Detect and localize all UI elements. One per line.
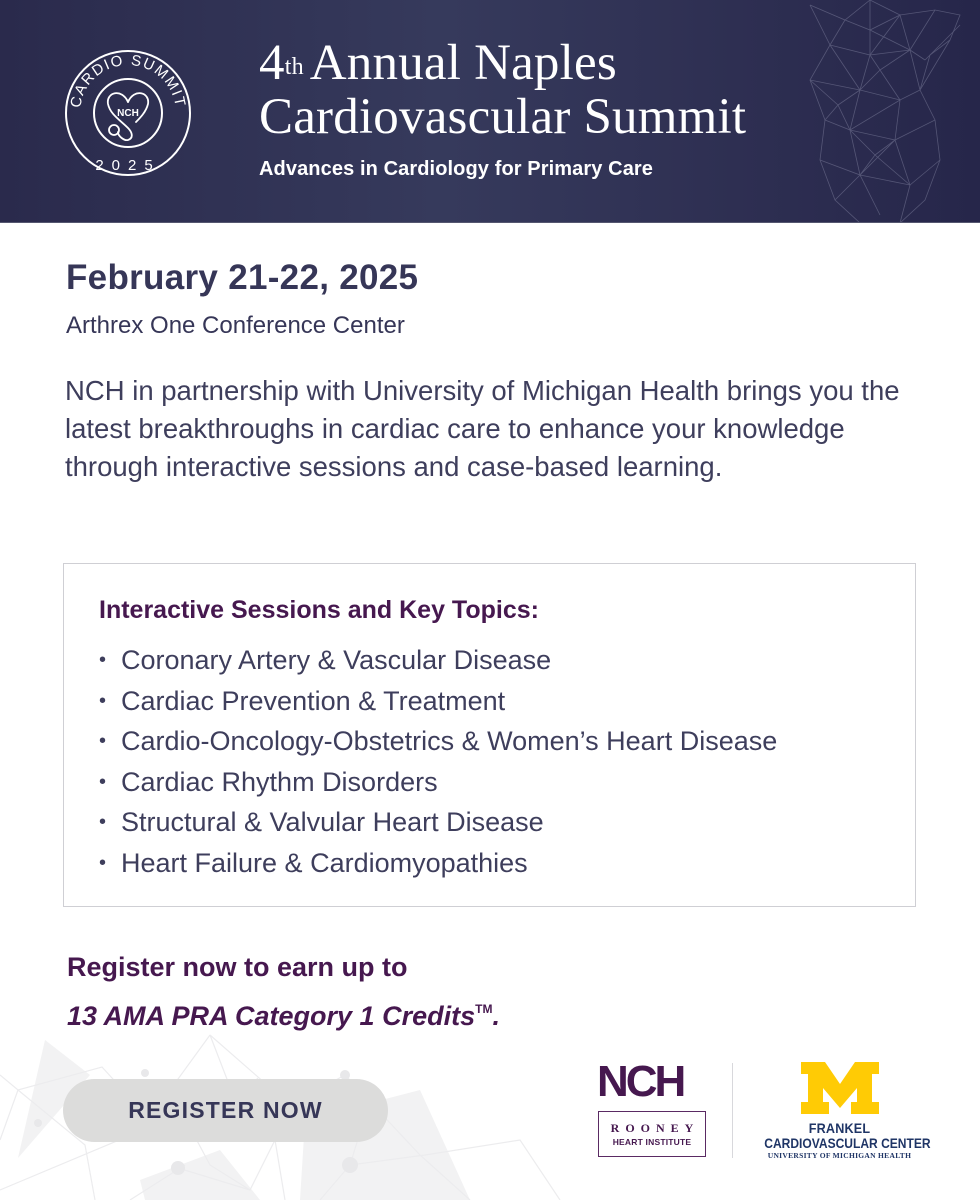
register-line-1: Register now to earn up to: [67, 952, 408, 982]
bullet-icon: •: [99, 649, 107, 671]
michigan-frankel-logo: [752, 1062, 931, 1162]
topic-item: [99, 681, 777, 722]
period: .: [492, 1001, 500, 1031]
university-health-label: UNIVERSITY OF MICHIGAN HEALTH: [767, 1151, 912, 1160]
bullet-icon: •: [99, 730, 107, 753]
bullet-icon: •: [99, 851, 107, 874]
title-line-2: Cardiovascular Summit: [259, 89, 747, 145]
topic-label: Cardiac Rhythm Disorders: [121, 766, 438, 797]
logo-divider: [732, 1063, 733, 1158]
event-description: NCH in partnership with University of Michigan Health brings you the latest breakthroughs in cardiac care to enhance your knowledge through interactive sessions and case-based learning.: [65, 375, 900, 482]
topics-list: [99, 640, 777, 884]
topics-box: [63, 563, 916, 907]
cardio-summit-badge: [62, 36, 194, 190]
svg-text:NCH: NCH: [117, 108, 139, 119]
topic-item: [99, 802, 777, 843]
topic-label: Cardio-Oncology-Obstetrics & Women’s Heart Disease: [121, 726, 778, 757]
cardiovascular-center-label: CARDIOVASCULAR CENTER: [764, 1135, 931, 1151]
trademark-symbol: TM: [475, 1002, 493, 1016]
rooney-subtitle: HEART INSTITUTE: [612, 1137, 692, 1147]
event-title: [259, 36, 746, 181]
title-line-1: [259, 36, 746, 90]
svg-text:CARDIO SUMMIT: CARDIO SUMMIT: [67, 51, 189, 110]
topic-label: Structural & Valvular Heart Disease: [121, 807, 544, 838]
nch-rooney-logo: [597, 1057, 709, 1159]
rooney-heart-institute-box: [598, 1111, 706, 1157]
event-subtitle: Advances in Cardiology for Primary Care: [259, 158, 654, 180]
topic-item: [99, 762, 777, 803]
ordinal-suffix: th: [284, 54, 304, 80]
topic-item: [99, 721, 777, 762]
event-venue: Arthrex One Conference Center: [66, 312, 405, 339]
topic-item: [99, 640, 777, 681]
bullet-icon: •: [99, 689, 107, 712]
header-banner: [0, 0, 980, 223]
register-now-button[interactable]: REGISTER NOW: [63, 1079, 388, 1142]
block-m-icon: [801, 1062, 879, 1114]
rooney-name: ROONEY: [610, 1121, 700, 1135]
frankel-label: FRANKEL: [808, 1120, 871, 1136]
title-line-1-text: Annual Naples: [309, 35, 617, 91]
register-cta-text: [67, 946, 500, 1037]
svg-text:2025: 2025: [95, 157, 161, 174]
wireframe-heart-icon: [750, 0, 980, 223]
bullet-icon: •: [99, 770, 107, 793]
topic-label: Heart Failure & Cardiomyopathies: [121, 847, 528, 878]
topic-label: Coronary Artery & Vascular Disease: [121, 645, 552, 675]
nch-wordmark: NCH: [597, 1057, 684, 1106]
credits-text: 13 AMA PRA Category 1 Credits: [67, 1001, 476, 1031]
topic-label: Cardiac Prevention & Treatment: [121, 685, 506, 716]
topics-heading: Interactive Sessions and Key Topics:: [99, 596, 539, 624]
topic-item: [99, 843, 777, 884]
title-ordinal: 4: [259, 35, 285, 91]
event-date: February 21-22, 2025: [66, 258, 419, 297]
bullet-icon: •: [99, 811, 107, 834]
